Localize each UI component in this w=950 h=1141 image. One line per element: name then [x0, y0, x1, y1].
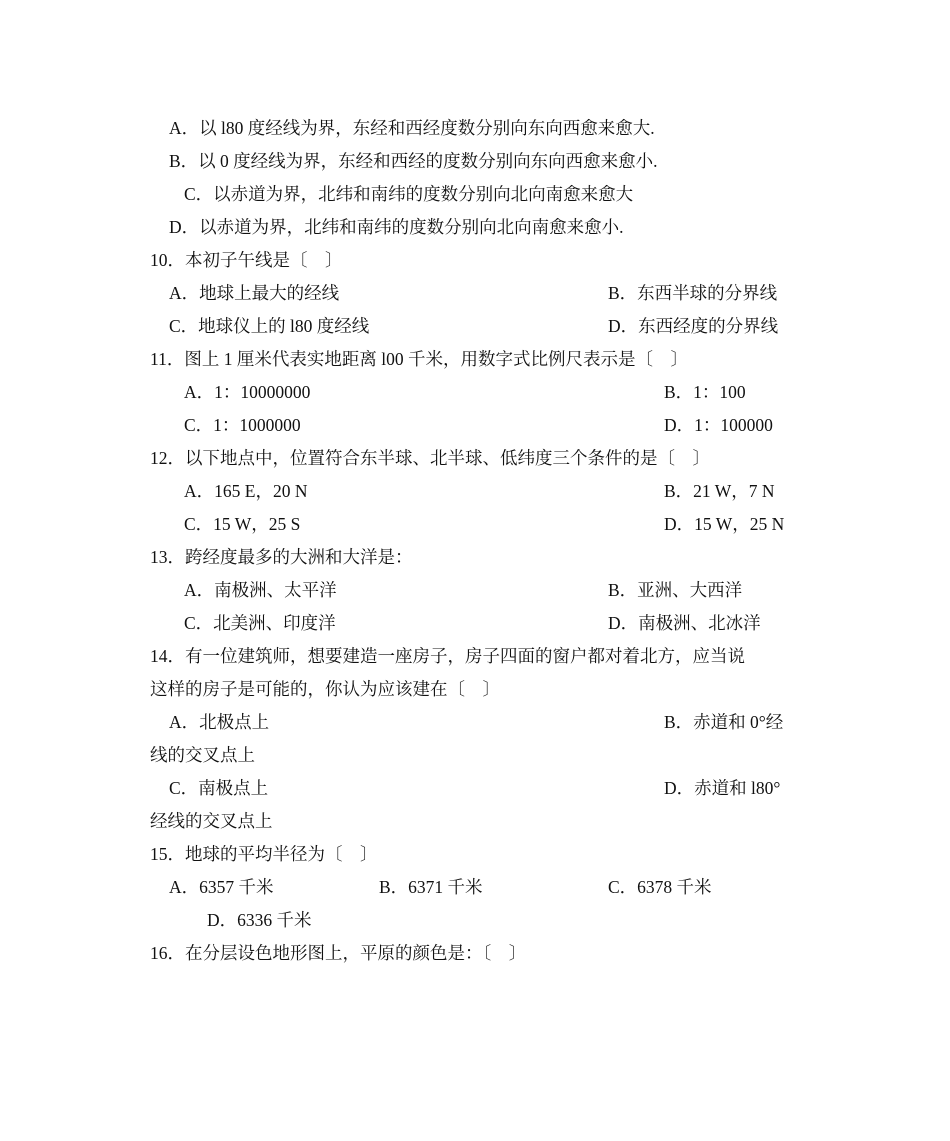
q14-option-a: A．北极点上	[169, 712, 270, 732]
q13-option-c: C．北美洲、印度洋	[184, 613, 336, 633]
q14-stem-line1: 14．有一位建筑师，想要建造一座房子，房子四面的窗户都对着北方，应当说	[150, 646, 745, 666]
q13-option-b: B．亚洲、大西洋	[608, 580, 743, 600]
q15-option-d: D．6336 千米	[207, 910, 312, 930]
q12-option-d: D．15 W，25 N	[664, 514, 785, 534]
q9-option-d: D．以赤道为界，北纬和南纬的度数分别向北向南愈来愈小.	[169, 217, 624, 237]
q10-option-c: C．地球仪上的 l80 度经线	[169, 316, 370, 336]
q13-option-a: A．南极洲、太平洋	[184, 580, 337, 600]
q10-option-a: A．地球上最大的经线	[169, 283, 340, 303]
q13-option-d: D．南极洲、北冰洋	[608, 613, 761, 633]
q12-option-a: A．165 E，20 N	[184, 481, 308, 501]
q14-option-d-part1: D．赤道和 l80°	[664, 778, 781, 798]
q9-option-b: B．以 0 度经线为界，东经和西经的度数分别向东向西愈来愈小.	[169, 151, 658, 171]
q11-option-b: B．1：100	[664, 382, 746, 402]
q15-option-c: C．6378 千米	[608, 877, 712, 897]
q14-option-b-part2: 线的交叉点上	[150, 745, 255, 765]
q9-option-c: C．以赤道为界，北纬和南纬的度数分别向北向南愈来愈大	[184, 184, 634, 204]
q10-stem: 10．本初子午线是〔 〕	[150, 250, 343, 270]
q12-option-b: B．21 W，7 N	[664, 481, 775, 501]
q10-option-d: D．东西经度的分界线	[608, 316, 779, 336]
q12-option-c: C．15 W，25 S	[184, 514, 301, 534]
q14-option-d-part2: 经线的交叉点上	[150, 811, 273, 831]
q11-option-d: D．1：100000	[664, 415, 773, 435]
q15-stem: 15．地球的平均半径为〔 〕	[150, 844, 378, 864]
q9-option-a: A．以 l80 度经线为界，东经和西经度数分别向东向西愈来愈大.	[169, 118, 655, 138]
q14-option-b-part1: B．赤道和 0°经	[664, 712, 784, 732]
q16-stem: 16．在分层设色地形图上，平原的颜色是：〔 〕	[150, 943, 527, 963]
q10-option-b: B．东西半球的分界线	[608, 283, 778, 303]
q15-option-a: A．6357 千米	[169, 877, 274, 897]
q11-option-a: A．1：10000000	[184, 382, 311, 402]
q11-option-c: C．1：1000000	[184, 415, 301, 435]
q14-option-c: C．南极点上	[169, 778, 269, 798]
q11-stem: 11．图上 1 厘米代表实地距离 l00 千米，用数字式比例尺表示是〔 〕	[150, 349, 688, 369]
q15-option-b: B．6371 千米	[379, 877, 483, 897]
q12-stem: 12．以下地点中，位置符合东半球、北半球、低纬度三个条件的是〔 〕	[150, 448, 710, 468]
q14-stem-line2: 这样的房子是可能的，你认为应该建在〔 〕	[150, 679, 500, 699]
q13-stem: 13．跨经度最多的大洲和大洋是：	[150, 547, 413, 567]
